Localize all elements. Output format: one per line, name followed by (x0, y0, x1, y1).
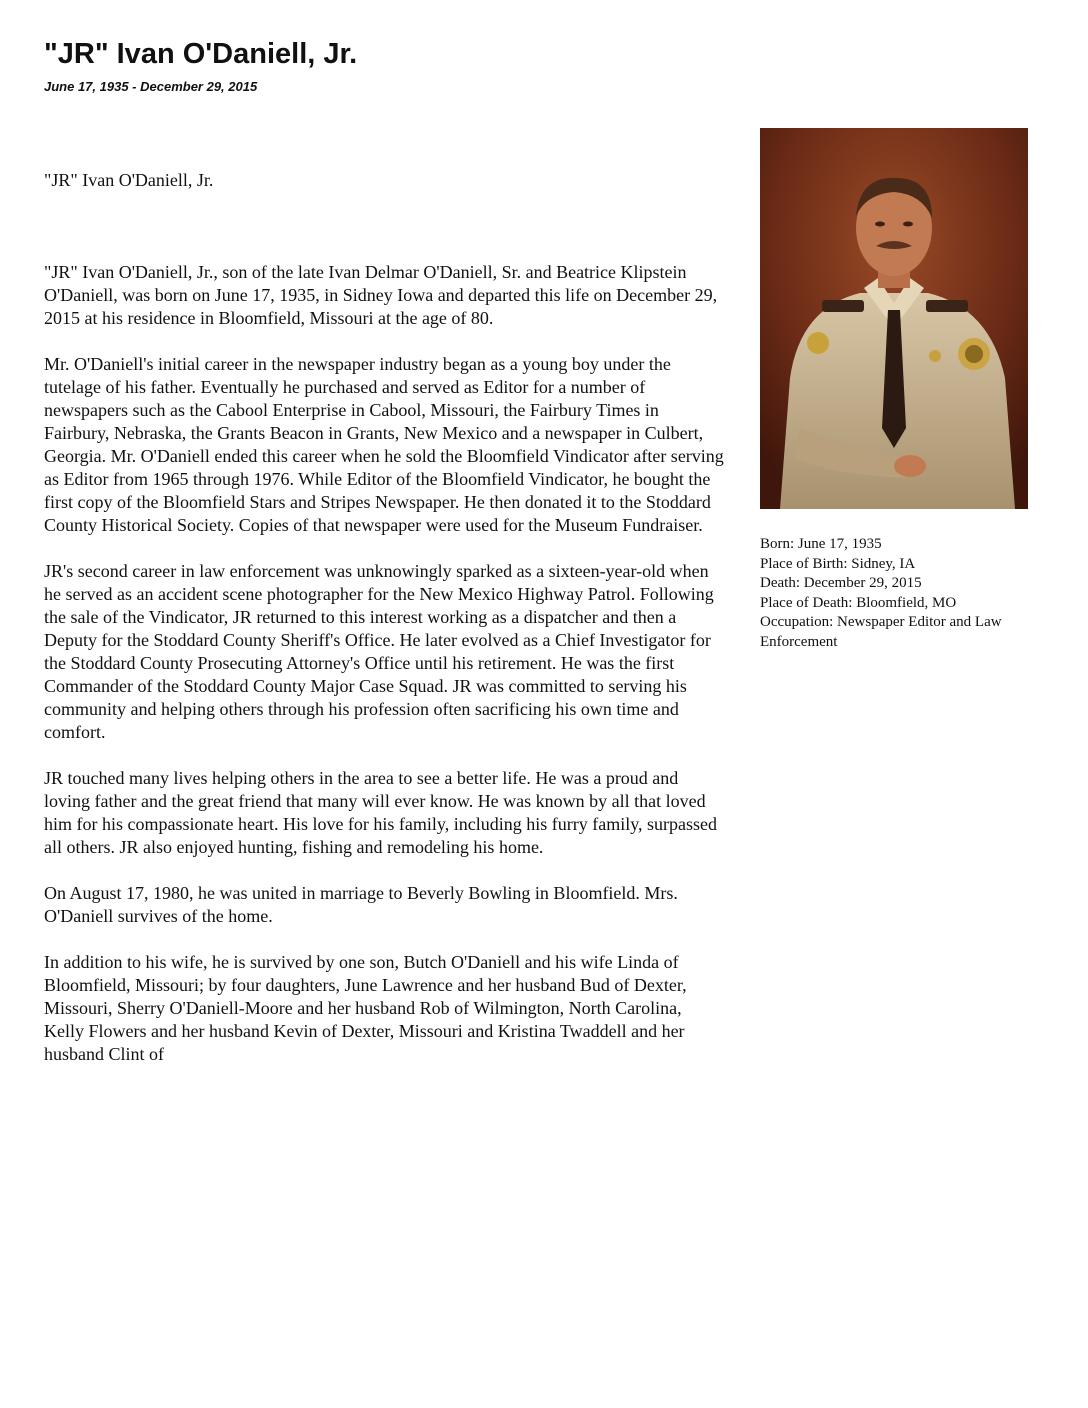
fact-place-of-birth: Place of Birth: Sidney, IA (760, 555, 916, 572)
paragraph-survivors: In addition to his wife, he is survived by one son, Butch O'Daniell and his wife Linda of Bloomfield, Missouri; by four daughters, June Lawrence and her husband Bud of Dexter, Missouri, Sherry O'Daniell-Moore and her husband Rob of Wilmington, North Carolina, Kelly Flowers and her husband Kevin of Dexter, Missouri and Kristina Twaddell and her husband Clint of (44, 952, 687, 1064)
paragraph-marriage: On August 17, 1980, he was united in marriage to Beverly Bowling in Bloomfield. Mrs. O'Daniell survives of the home. (44, 883, 678, 926)
fact-death: Death: December 29, 2015 (760, 575, 922, 591)
vital-facts (760, 535, 1060, 652)
portrait-illustration (760, 128, 1028, 509)
life-dates: June 17, 1935 - December 29, 2015 (44, 79, 258, 94)
paragraph-character: JR touched many lives helping others in the area to see a better life. He was a proud and loving father and the great friend that many will ever know. He was known by all that loved him for his compassionate heart. His love for his family, including his furry family, surpassed all others. JR also enjoyed hunting, fishing and remodeling his home. (44, 768, 718, 857)
fact-born: Born: June 17, 1935 (760, 536, 882, 552)
obituary-heading: "JR" Ivan O'Daniell, Jr. (44, 170, 214, 190)
fact-occupation: Occupation: Newspaper Editor and Law Enforcement (760, 614, 1002, 650)
obituary-body (44, 261, 724, 1089)
fact-place-of-death: Place of Death: Bloomfield, MO (760, 594, 957, 611)
paragraph-newspaper-career: Mr. O'Daniell's initial career in the newspaper industry began as a young boy under the tutelage of his father. Eventually he purchased and served as Editor for a number of newspapers such as the Cabool Enterprise in Cabool, Missouri, the Fairbury Times in Fairbury, Nebraska, the Grants Beacon in Grants, New Mexico and a newspaper in Culbert, Georgia. Mr. O'Daniell ended this career when he sold the Bloomfield Vindicator after serving as Editor from 1965 through 1976. While Editor of the Bloomfield Vindicator, he bought the first copy of the Bloomfield Stars and Stripes Newspaper. He then donated it to the Stoddard County Historical Society. Copies of that newspaper were used for the Museum Fundraiser. (44, 354, 724, 535)
paragraph-intro: "JR" Ivan O'Daniell, Jr., son of the late Ivan Delmar O'Daniell, Sr. and Beatrice Klipstein O'Daniell, was born on June 17, 1935, in Sidney Iowa and departed this life on December 29, 2015 at his residence in Bloomfield, Missouri at the age of 80. (44, 262, 718, 328)
paragraph-law-enforcement: JR's second career in law enforcement was unknowingly sparked as a sixteen-year-old when he served as an accident scene photographer for the New Mexico Highway Patrol. Following the sale of the Vindicator, JR returned to this interest working as a dispatcher and then a Deputy for the Stoddard County Sheriff's Office. He later evolved as a Chief Investigator for the Stoddard County Prosecuting Attorney's Office until his retirement. He was the first Commander of the Stoddard County Major Case Squad. JR was committed to serving his community and helping others through his profession often sacrificing his own time and comfort. (44, 561, 714, 742)
portrait-photo (760, 128, 1028, 509)
page-title: "JR" Ivan O'Daniell, Jr. (44, 38, 358, 70)
